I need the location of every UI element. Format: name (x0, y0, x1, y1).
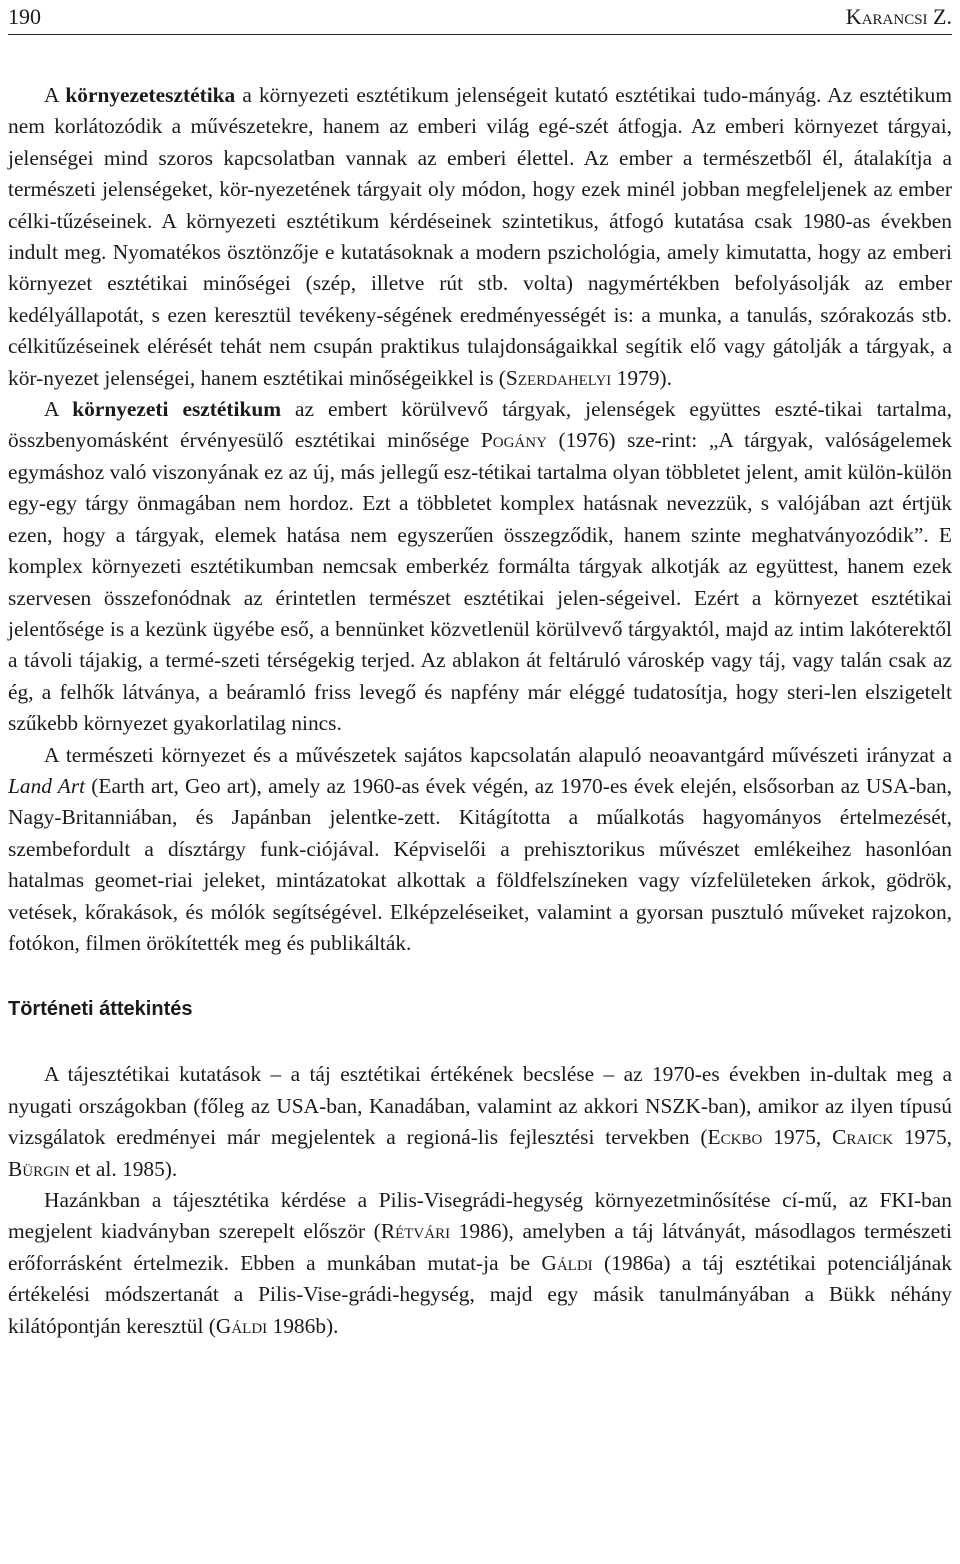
paragraph-hungary (8, 1185, 952, 1342)
text-run: az embert körülvevő tárgyak, jelenségek együttes eszté-tikai tartalma, összbenyomásként érvényesülő esztétikai minősége (8, 397, 952, 453)
text-run: 1986), amelyben a táj látványát, másodlagos természeti erőforrásként értelmezik. Ebben a munkában mutat-ja be (8, 1219, 952, 1275)
page-number: 190 (8, 4, 41, 29)
author-citation: Bürgin (8, 1156, 70, 1181)
running-head-initial: K (845, 4, 862, 29)
text-run: A (44, 83, 66, 107)
bold-term: környezetesztétika (65, 83, 236, 107)
text-run: 1986b). (267, 1313, 339, 1338)
running-head-suffix: Z. (927, 4, 952, 29)
running-head (846, 0, 952, 34)
author-citation: Gáldi (215, 1313, 268, 1338)
text-run: et al. 1985). (69, 1156, 178, 1181)
author-citation: Pogány (480, 428, 547, 453)
text-run: Hazánkban a tájesztétika kérdése a Pilis-Visegrádi-hegység környezetminősítése cí-mű, az FKI-ban megjelent kiadványban szerepelt először ( (8, 1188, 952, 1244)
text-run: 1975, (762, 1125, 833, 1150)
paragraph-landscape-research (8, 1059, 952, 1185)
bold-term: környezeti esztétikum (72, 397, 282, 422)
author-citation: Rétvári (380, 1219, 451, 1244)
text-run: (1986a) a táj esztétikai potenciáljának értékelési módszertanát a Pilis-Vise-grádi-hegység, majd egy másik tanulmányában a Bükk néhány kilátópontján keresztül ( (8, 1250, 952, 1338)
author-citation: Eckbo (707, 1125, 763, 1150)
page-body (8, 80, 952, 1342)
paragraph-land-art (8, 740, 952, 960)
text-run: a környezeti esztétikum jelenségeit kutató esztétikai tudo-mányág. Az esztétikum nem korlátozódik a művészetekre, hanem az emberi világ egé-szét átfogja. Az emberi környezet tárgyai, jelenségei mind szoros kapcsolatban vannak az emberi élettel. Az ember a természetből él, átalakítja a természeti jelenségeket, kör-nyezetének tárgyait oly módon, hogy ezek minél jobban megfeleljenek az ember célki-tűzéseinek. A környezeti esztétikum kérdéseinek szintetikus, átfogó kutatása csak 1980-as években indult meg. Nyomatékos ösztönzője e kutatásoknak a modern pszichológia, amely kimutatta, hogy az emberi környezet esztétikai minőségei (szép, illetve rút stb. volta) nagymértékben befolyásolják az ember kedélyállapotát, s ezen keresztül tevékeny-ségének eredményességét is: a munka, a tanulás, szórakozás stb. célkitűzéseinek elérését tehát nem csupán praktikus tulajdonságaikkal segítik elő vagy gátolják a tárgyak, a kör-nyezet jelenségei, hanem esztétikai minőségeikkel is ( (8, 83, 952, 390)
text-run: A természeti környezet és a művészetek sajátos kapcsolatán alapuló neoavantgárd művészeti irányzat a (44, 742, 952, 767)
paragraph-environmental-aesthetic (8, 394, 952, 739)
author-citation: Gáldi (541, 1250, 593, 1275)
section-heading: Történeti áttekintés (8, 997, 193, 1020)
text-run: (1976) sze-rint: „A tárgyak, valóságelemek egymáshoz való viszonyának ez az új, más jellegű esz-tétikai tartalma olyan többletet jelent, amit külön-külön egy-egy tárgy önmagában nem hordoz. Ezt a többletet komplex hatásnak nevezzük, s valójában azt értjük ezen, hogy a tárgyak, elemek hatása nem egyszerűen összegződik, hanem szinte meghatványozódik”. E komplex környezeti esztétikumban nemcsak emberkéz formálta tárgyak alkotják az együttest, hanem ezek szervesen összefonódnak az érintetlen természet esztétikai jelen-ségeivel. Ezért a környezet esztétikai jelentősége is a kezünk ügyébe eső, a bennünket közvetlenül körülvevő tárgyaktól, majd az intim lakóterektől a távoli tájakig, a termé-szeti térségekig terjed. Az ablakon át feltáruló városkép vagy táj, vagy talán csak az ég, a felhők látványa, a beáramló friss levegő és napfény már eléggé tudatosítja, hogy steri-len elszigetelt szűkebb környezet gyakorlatilag nincs. (8, 428, 952, 736)
text-run: 1975, (893, 1125, 952, 1150)
paragraph-environmental-aesthetics (8, 80, 952, 394)
section-heading-wrap (8, 959, 952, 1059)
author-citation: Craick (832, 1125, 894, 1150)
text-run: 1979). (611, 365, 672, 390)
text-run: (Earth art, Geo art), amely az 1960-as évek végén, az 1970-es évek elején, elsősorban az USA-ban, Nagy-Britanniában, és Japánban jelentke-zett. Kitágította a műalkotás hagyományos értelmezését, szembefordult a dísztárgy funk-ciójával. Képviselői a prehisztorikus művészet emlékeihez hasonlóan hatalmas geomet-riai jeleket, mintázatokat alkottak a földfelszíneken vagy vízfelületeken árkok, gödrök, vetések, kőrakások, és mólók segítségével. Elképzeléseiket, valamint a gyorsan pusztuló műveket rajzokon, fotókon, filmen örökítették meg és publikálták. (8, 773, 953, 955)
text-run: A (44, 397, 73, 422)
text-run: A tájesztétikai kutatások – a táj esztétikai értékének becslése – az 1970-es években in-dultak meg a nyugati országokban (főleg az USA-ban, Kanadában, valamint az akkori NSZK-ban), amikor az ilyen típusú vizsgálatok eredményei már megjelentek a regioná-lis fejlesztési tervekben ( (8, 1062, 952, 1150)
author-citation: Szerdahelyi (505, 365, 612, 390)
italic-term: Land Art (8, 773, 86, 798)
page-header (8, 0, 952, 35)
running-head-author: arancsi (861, 4, 928, 29)
